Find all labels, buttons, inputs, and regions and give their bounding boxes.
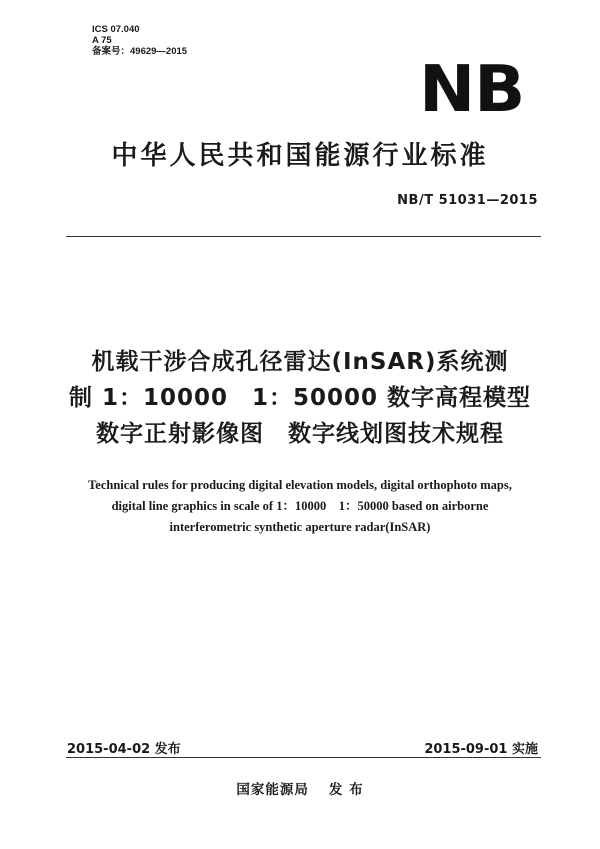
publisher-line xyxy=(0,778,600,798)
standard-title: 中华人民共和国能源行业标准 xyxy=(111,141,489,171)
top-divider xyxy=(66,236,541,237)
publisher-name: 国家能源局 xyxy=(236,782,309,798)
document-title-zh xyxy=(0,344,600,452)
title-en-line-1: Technical rules for producing digital elevation models, digital orthophoto maps, xyxy=(88,478,512,492)
category-code: A 75 xyxy=(92,35,112,46)
classification-block xyxy=(92,24,187,57)
publisher-action: 发 布 xyxy=(328,782,364,798)
standard-number: NB/T 51031—2015 xyxy=(397,193,538,208)
implementation-date: 2015-09-01 实施 xyxy=(424,742,538,757)
issue-date: 2015-04-02 发布 xyxy=(67,742,181,757)
title-en-line-3: interferometric synthetic aperture radar(InSAR) xyxy=(169,520,431,534)
title-en-line-2: digital line graphics in scale of 1：10000 1：50000 based on airborne xyxy=(111,499,489,513)
title-zh-line-2: 制 1：10000 1：50000 数字高程模型 xyxy=(68,385,532,411)
nb-logo: NB xyxy=(418,53,524,127)
bottom-divider xyxy=(66,757,541,758)
ics-code: ICS 07.040 xyxy=(92,24,140,35)
title-zh-line-3: 数字正射影像图 数字线划图技术规程 xyxy=(96,421,504,447)
document-title-en xyxy=(0,475,600,538)
record-number: 备案号：49629—2015 xyxy=(92,46,188,57)
title-zh-line-1: 机载干涉合成孔径雷达(InSAR)系统测 xyxy=(91,349,509,375)
